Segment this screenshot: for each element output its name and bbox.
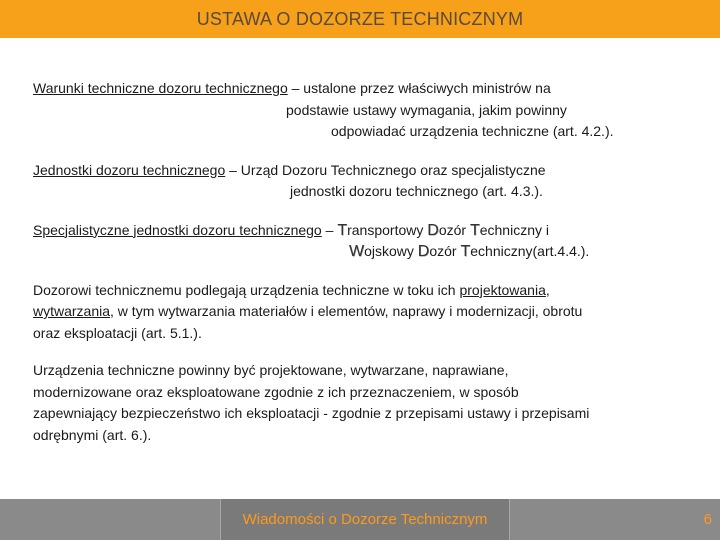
initial-letter: D [427, 221, 439, 239]
underlined-word: wytwarzania [33, 303, 111, 319]
initial-letter: D [417, 243, 430, 260]
paragraph-text: oraz eksploatacji (art. 5.1.). [33, 324, 202, 341]
definition-text: odpowiadać urządzenia techniczne (art. 4.2.). [331, 123, 614, 139]
slide-header [0, 0, 720, 38]
definition-special-units [33, 220, 683, 263]
definition-conditions [33, 78, 683, 143]
definition-text: – [321, 221, 338, 238]
paragraph-text: Urządzenia techniczne powinny być projektowane, wytwarzane, naprawiane, [33, 362, 509, 378]
definition-text: podstawie ustawy wymagania, jakim powinny [286, 101, 567, 118]
footer-title-box [220, 499, 510, 540]
definition-text: ojskowy [364, 243, 418, 259]
definition-text: echniczny(art.4.4.). [470, 243, 590, 259]
paragraph-text: , [545, 281, 550, 298]
slide-footer [0, 499, 720, 540]
definition-term: Warunki techniczne dozoru technicznego [33, 80, 288, 96]
initial-letter: T [460, 243, 471, 260]
slide-title: USTAWA O DOZORZE TECHNICZNYM [196, 8, 524, 29]
definition-text: – ustalone przez właściwych ministrów na [287, 80, 551, 96]
paragraph-text: zapewniający bezpieczeństwo ich eksploatacji - zgodnie z przepisami ustawy i przepisami [33, 405, 590, 421]
definition-text: – Urząd Dozoru Technicznego oraz specjalistyczne [225, 161, 546, 178]
paragraph-scope [33, 280, 683, 345]
definition-term: Specjalistyczne jednostki dozoru technicznego [33, 221, 322, 238]
slide-content [33, 78, 683, 462]
footer-title: Wiadomości o Dozorze Technicznym [242, 511, 488, 528]
paragraph-text: Dozorowi technicznemu podlegają urządzenia techniczne w toku ich [33, 281, 460, 298]
initial-letter: T [337, 221, 348, 239]
definition-text: echniczny i [479, 221, 549, 238]
definition-term: Jednostki dozoru technicznego [33, 161, 226, 178]
initial-letter: T [469, 221, 480, 239]
paragraph-text: odrębnymi (art. 6.). [33, 426, 152, 443]
definition-units [33, 160, 683, 203]
paragraph-requirements [33, 360, 683, 446]
definition-text: jednostki dozoru technicznego (art. 4.3.). [290, 183, 543, 199]
page-number: 6 [703, 511, 712, 528]
definition-text: ransportowy [347, 221, 428, 238]
paragraph-text: modernizowane oraz eksploatowane zgodnie z ich przeznaczeniem, w sposób [33, 383, 519, 400]
definition-text: ozór [429, 243, 461, 259]
initial-letter: W [349, 243, 365, 260]
definition-text: ozór [438, 221, 470, 238]
underlined-word: projektowania [459, 281, 546, 298]
paragraph-text: , w tym wytwarzania materiałów i elementów, naprawy i modernizacji, obrotu [110, 303, 583, 319]
